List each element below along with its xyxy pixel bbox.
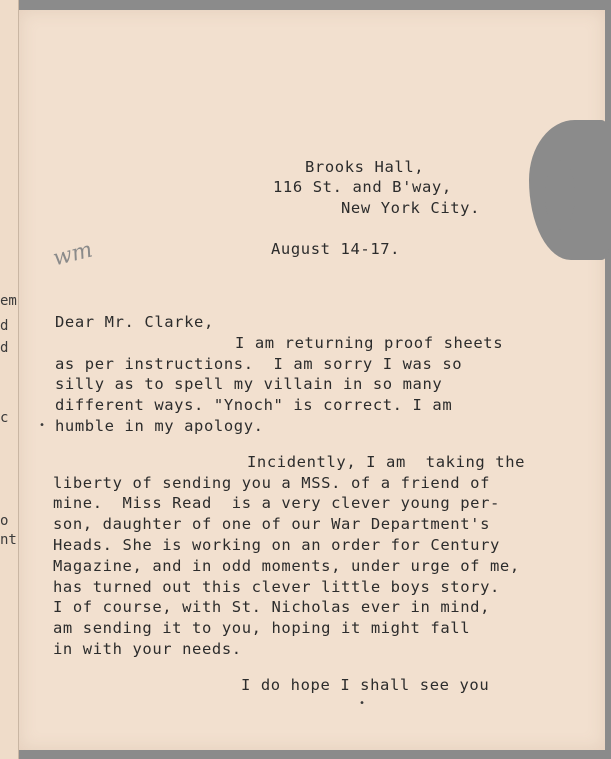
body-line: I am returning proof sheets <box>235 334 504 352</box>
ink-mark: • <box>39 420 46 431</box>
address-line-1: Brooks Hall, <box>305 158 425 176</box>
pencil-annotation: wm <box>50 237 96 272</box>
body-line: as per instructions. I am sorry I was so <box>55 355 463 373</box>
page-edge-fragment: nt <box>0 532 17 548</box>
address-line-3: New York City. <box>341 199 481 217</box>
closing-line: I do hope I shall see you <box>241 676 490 694</box>
ink-mark: • <box>359 698 366 709</box>
body-line: mine. Miss Read is a very clever young per- <box>53 494 500 512</box>
body-line: Incidently, I am taking the <box>247 453 526 471</box>
adjacent-page-edge <box>0 0 19 759</box>
address-line-2: 116 St. and B'way, <box>273 178 452 196</box>
body-line: liberty of sending you a MSS. of a friend of <box>53 474 490 492</box>
body-line: Heads. She is working on an order for Century <box>53 536 500 554</box>
body-line: son, daughter of one of our War Department's <box>53 515 490 533</box>
page-edge-fragment: d <box>0 318 9 334</box>
salutation: Dear Mr. Clarke, <box>55 313 214 331</box>
letter-date: August 14-17. <box>271 240 401 258</box>
torn-edge <box>545 160 575 230</box>
page-edge-fragment: d <box>0 340 9 356</box>
page-edge-fragment: o <box>0 513 9 529</box>
body-line: Magazine, and in odd moments, under urge of me, <box>53 557 520 575</box>
body-line: am sending it to you, hoping it might fall <box>53 619 471 637</box>
body-line: humble in my apology. <box>55 417 264 435</box>
body-line: has turned out this clever little boys story. <box>53 578 500 596</box>
page-edge-fragment: em <box>0 293 17 309</box>
page-edge-fragment: c <box>0 410 9 426</box>
body-line: different ways. "Ynoch" is correct. I am <box>55 396 453 414</box>
body-line: I of course, with St. Nicholas ever in mind, <box>53 598 490 616</box>
body-line: silly as to spell my villain in so many <box>55 375 443 393</box>
letter-page <box>19 10 605 750</box>
body-line: in with your needs. <box>53 640 242 658</box>
